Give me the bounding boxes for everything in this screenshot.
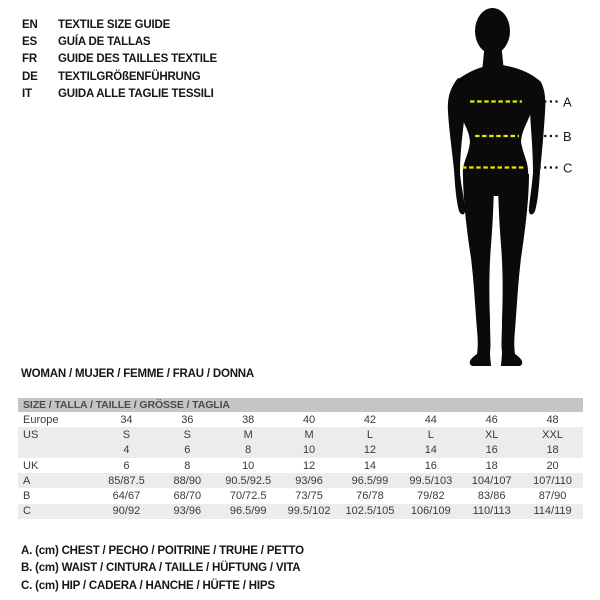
- table-cell: 34: [120, 413, 133, 426]
- table-cell: 10: [242, 459, 255, 472]
- table-row: [18, 458, 583, 473]
- table-cell: 8: [245, 444, 252, 457]
- table-cell: 99.5/102: [287, 505, 331, 518]
- table-cell: 73/75: [295, 490, 323, 503]
- table-cell: 107/110: [533, 474, 573, 487]
- language-row: [22, 86, 217, 103]
- language-code: DE: [22, 70, 38, 83]
- row-label: A: [23, 474, 31, 487]
- table-cell: 14: [363, 459, 377, 472]
- table-cell: 93/96: [295, 474, 323, 487]
- table-cell: 12: [363, 444, 377, 457]
- language-row: [22, 51, 217, 68]
- table-cell: 48: [546, 413, 559, 426]
- table-cell: 88/90: [173, 474, 202, 487]
- legend-line: A. (cm) CHEST / PECHO / POITRINE / TRUHE / PETTO: [21, 545, 304, 557]
- table-cell: 18: [485, 459, 498, 472]
- table-cell: 64/67: [112, 490, 141, 503]
- language-label: TEXTILGRÖßENFÜHRUNG: [58, 70, 201, 83]
- language-row: [22, 33, 217, 50]
- table-cell: 38: [242, 413, 255, 426]
- table-cell: 18: [546, 444, 559, 457]
- silhouette-right-leg: [498, 174, 529, 366]
- table-row: [18, 412, 583, 427]
- table-cell: 104/107: [471, 474, 512, 487]
- woman-silhouette: [448, 8, 546, 366]
- table-cell: 93/96: [173, 505, 202, 518]
- size-table-rows: [18, 412, 583, 519]
- table-cell: 16: [485, 444, 498, 457]
- row-label: US: [23, 428, 39, 441]
- language-code: IT: [22, 88, 32, 101]
- silhouette-right-arm: [529, 80, 545, 214]
- table-row: [18, 488, 583, 503]
- table-cell: L: [366, 428, 373, 441]
- silhouette-left-leg: [463, 174, 494, 366]
- table-cell: L: [427, 428, 434, 441]
- table-cell: S: [183, 428, 191, 441]
- language-code: EN: [22, 18, 38, 31]
- language-label: GUIDA ALLE TAGLIE TESSILI: [58, 88, 214, 101]
- table-cell: 87/90: [538, 490, 567, 503]
- legend: [21, 543, 304, 595]
- table-cell: 44: [424, 413, 437, 426]
- table-row: [18, 443, 583, 458]
- table-cell: 10: [302, 444, 316, 457]
- table-cell: 6: [123, 459, 130, 472]
- table-cell: 99.5/103: [409, 474, 453, 487]
- table-cell: 20: [546, 459, 559, 472]
- table-cell: 90/92: [112, 505, 141, 518]
- hip-marker-label: C: [563, 160, 573, 176]
- table-cell: 85/87.5: [108, 474, 145, 487]
- table-cell: M: [243, 428, 253, 441]
- section-title: WOMAN / MUJER / FEMME / FRAU / DONNA: [21, 368, 255, 380]
- table-cell: XXL: [542, 428, 563, 441]
- language-label: GUÍA DE TALLAS: [58, 36, 151, 49]
- legend-line: B. (cm) WAIST / CINTURA / TAILLE / HÜFTUNG / VITA: [21, 562, 301, 575]
- table-cell: 14: [424, 444, 437, 457]
- chest-marker-label: A: [563, 94, 572, 110]
- table-row: [18, 504, 583, 519]
- table-cell: 46: [485, 413, 498, 426]
- row-label: UK: [23, 459, 39, 472]
- table-cell: M: [304, 428, 314, 441]
- table-cell: 79/82: [417, 490, 445, 503]
- language-label: TEXTILE SIZE GUIDE: [58, 18, 171, 31]
- language-list: [22, 16, 217, 103]
- table-cell: 106/109: [410, 505, 451, 518]
- language-code: ES: [22, 36, 37, 49]
- table-cell: 68/70: [173, 490, 202, 503]
- table-cell: 16: [424, 459, 437, 472]
- table-cell: 36: [181, 413, 194, 426]
- table-cell: 90.5/92.5: [225, 474, 272, 487]
- table-cell: 8: [184, 459, 191, 472]
- row-label: C: [23, 505, 31, 518]
- table-cell: XL: [484, 428, 499, 441]
- table-cell: 42: [363, 413, 377, 426]
- size-table-header: SIZE / TALLA / TAILLE / GRÖSSE / TAGLIA: [18, 398, 583, 412]
- language-code: FR: [22, 53, 37, 66]
- table-cell: 6: [184, 444, 191, 457]
- table-cell: 40: [302, 413, 316, 426]
- table-row: [18, 427, 583, 442]
- table-cell: S: [122, 428, 131, 441]
- row-label: B: [23, 490, 31, 503]
- table-cell: 114/119: [533, 505, 572, 518]
- table-cell: 12: [302, 459, 316, 472]
- table-cell: 96.5/99: [351, 474, 389, 487]
- row-label: Europe: [23, 413, 59, 426]
- language-row: [22, 16, 217, 33]
- size-table: [18, 398, 583, 519]
- table-cell: 83/86: [477, 490, 506, 503]
- language-label: GUIDE DES TAILLES TEXTILE: [58, 53, 217, 66]
- silhouette-left-arm: [448, 78, 466, 214]
- legend-line: C. (cm) HIP / CADERA / HANCHE / HÜFTE / HIPS: [21, 579, 275, 592]
- table-cell: 70/72.5: [229, 490, 267, 503]
- waist-marker-label: B: [563, 129, 572, 144]
- table-cell: 4: [123, 444, 130, 457]
- table-cell: 102.5/105: [345, 505, 395, 518]
- language-row: [22, 68, 217, 85]
- body-silhouette-figure: [400, 0, 600, 380]
- table-cell: 76/78: [356, 490, 384, 503]
- table-row: [18, 473, 583, 488]
- table-cell: 96.5/99: [229, 505, 267, 518]
- table-cell: 110/113: [472, 505, 511, 518]
